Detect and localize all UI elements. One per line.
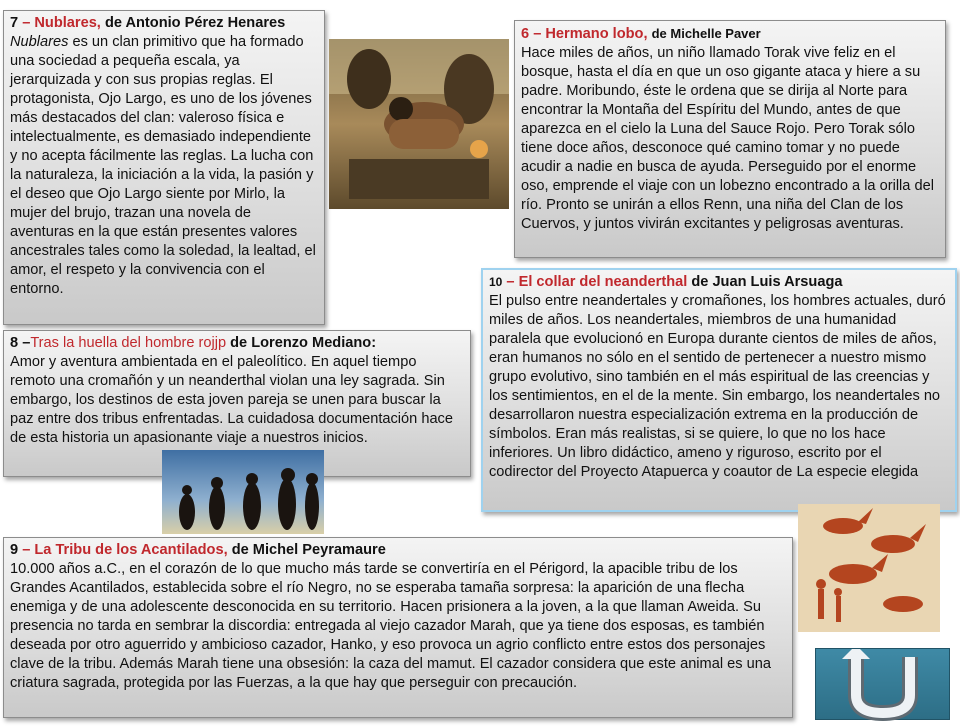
cave-painting-illustration — [798, 504, 940, 632]
book-number: 8 — [10, 335, 19, 351]
book-author: de Michelle Paver — [651, 26, 761, 41]
book-description: es un clan primitivo que ha formado una sociedad a pequeña escala, ya jerarquizada y con sus propias reglas. El protagonista, Ojo Largo, es uno de los jóvenes más destacados del clan: valeroso física e intelectualmente, es demasiado independiente y no acepta fácilmente las reglas. La lucha con la naturaleza, la iniciación a la vida, la pasión y el deseo que Ojo Largo siente por Mirlo, la mujer del brujo, trazan una novela de aventuras en la que están presentes valores ancestrales tales como la soledad, la lealtad, el amor, el respeto y la convivencia con el entorno. — [10, 34, 316, 297]
return-button[interactable] — [815, 648, 950, 720]
book-title[interactable]: Tras la huella del hombre rojjp — [30, 335, 227, 351]
book-author: de Lorenzo Mediano: — [230, 335, 377, 351]
book-card-hombre-rojo: 8 –Tras la huella del hombre rojjp de Lorenzo Mediano: Amor y aventura ambientada en el paleolítico. En aquel tiempo remoto una cromañón y un neanderthal violan una ley sagrada. Sin embargo, los destinos de esta joven pareja se unen para buscar la paz entre dos tribus enfrentadas. La cuidadosa documentación hace de esta historia un apasionante viaje a nuestros inicios. — [3, 330, 471, 477]
book-card-nublares: 7 – Nublares, de Antonio Pérez Henares Nublares es un clan primitivo que ha formado una sociedad a pequeña escala, ya jerarquizada y con sus propias reglas. El protagonista, Ojo Largo, es uno de los jóvenes más destacados del clan: valeroso física e intelectualmente, es demasiado independiente y no acepta fácilmente las reglas. La lucha con la naturaleza, la iniciación a la vida, la pasión y el deseo que Ojo Largo siente por Mirlo, la mujer del brujo, trazan una novela de aventuras en la que están presentes valores ancestrales tales como la soledad, la lealtad, el amor, el respeto y la convivencia con el entorno. — [3, 10, 325, 325]
cave-clan-illustration — [329, 39, 509, 209]
book-description: El pulso entre neandertales y cromañones, los hombres actuales, duró miles de años. Los neandertales, miembros de una humanidad paralela que evolucionó en Europa durante cientos de miles de años, eran humanos no sólo en el sentido de pertenecer a nuestro mismo grupo evolutivo, sino también en el más espiritual de las creencias y los sentimientos, en el de la mente. Sin embargo, los neandertales no desarrollaron nuestra especialización extrema en la producción de símbolos. Eran más realistas, si se quiere, lo que no los hace inferiores. Un libro didáctico, ameno y riguroso, escrito por el codirector del Proyecto Atapuerca y coautor de La especie elegida — [489, 293, 946, 480]
book-author: de Michel Peyramaure — [231, 542, 386, 558]
book-title[interactable]: El collar del neanderthal — [518, 274, 688, 290]
book-author: de Antonio Pérez Henares — [104, 15, 286, 31]
book-number: 9 — [10, 542, 19, 558]
book-description: 10.000 años a.C., en el corazón de lo que mucho más tarde se convertiría en el Périgord, la apacible tribu de los Grandes Acantilados, establecida sobre el río Negro, no se esperaba tamaña sorpresa: la aparición de una flecha enemiga y de una adolescente desconocida en su territorio. Hacen prisionera a la joven, a la que llaman Aweida. Su presencia no tarda en sembrar la discordia: entregada al viejo cazador Marah, que ya tiene dos esposas, es también deseada por otro aguerrido y ambicioso cazador, Hanko, y eso provoca un agrio conflicto entre estos dos personajes clave de la tribu. Además Marah tiene una obsesión: la caza del mamut. El cazador considera que este animal es una criatura sagrada, protegida por las Fuerzas, a la que hay que perseguir con precaución. — [10, 561, 771, 691]
book-card-tribu-acantilados: 9 – La Tribu de los Acantilados, de Michel Peyramaure 10.000 años a.C., en el corazón de lo que mucho más tarde se convertiría en el Périgord, la apacible tribu de los Grandes Acantilados, establecida sobre el río Negro, no se esperaba tamaña sorpresa: la aparición de una flecha enemiga y de una adolescente desconocida en su territorio. Hacen prisionera a la joven, a la que llaman Aweida. Su presencia no tarda en sembrar la discordia: entregada al viejo cazador Marah, que ya tiene dos esposas, es también deseada por otro aguerrido y ambicioso cazador, Hanko, y eso provoca un agrio conflicto entre estos dos personajes clave de la tribu. Además Marah tiene una obsesión: la caza del mamut. El cazador considera que este animal es una criatura sagrada, protegida por las Fuerzas, a la que hay que perseguir con precaución. — [3, 537, 793, 718]
book-card-hermano-lobo: 6 – Hermano lobo, de Michelle Paver Hace miles de años, un niño llamado Torak vive feliz en el bosque, hasta el día en que un oso gigante ataca y hiere a su padre. Moribundo, éste le ordena que se dirija al Norte para encontrar la Montaña del Espíritu del Mundo, antes de que aparezca en el cielo la Luna del Sauce Rojo. Pero Torak sólo tiene doce años, desconoce qué camino tomar y no puede acudir a nadie en busca de ayuda. Perseguido por el enorme oso, emprende el viaje con un lobezno encontrado a la orilla del río. Pronto se unirán a ellos Renn, una niña del Clan de los Cuervos, y juntos vivirán excitantes y peligrosas aventuras. — [514, 20, 946, 258]
book-number: 7 — [10, 15, 19, 31]
book-description: Hace miles de años, un niño llamado Torak vive feliz en el bosque, hasta el día en que un oso gigante ataca y hiere a su padre. Moribundo, éste le ordena que se dirija al Norte para encontrar la Montaña del Espíritu del Mundo, antes de que aparezca en el cielo la Luna del Sauce Rojo. Pero Torak sólo tiene doce años, desconoce qué camino tomar y no puede acudir a nadie en busca de ayuda. Perseguido por el enorme oso, emprende el viaje con un lobezno encontrado a la orilla del río. Pronto se unirán a ellos Renn, una niña del Clan de los Cuervos, y juntos vivirán excitantes y peligrosas aventuras. — [521, 45, 934, 232]
u-turn-arrow-icon — [816, 649, 951, 721]
book-title-italic: Nublares — [10, 34, 69, 50]
book-title[interactable]: Nublares, — [34, 15, 101, 31]
book-title[interactable]: La Tribu de los Acantilados, — [34, 542, 228, 558]
book-description: Amor y aventura ambientada en el paleolítico. En aquel tiempo remoto una cromañón y un neanderthal violan una ley sagrada. Sin embargo, los destinos de esta joven pareja se unen para buscar la paz entre dos tribus enfrentadas. La cuidadosa documentación hace de esta historia un apasionante viaje a nuestros inicios. — [10, 354, 453, 446]
book-card-collar-neanderthal: 10 – El collar del neanderthal de Juan Luis Arsuaga El pulso entre neandertales y cromañones, los hombres actuales, duró miles de años. Los neandertales, miembros de una humanidad paralela que evolucionó en Europa durante cientos de miles de años, eran humanos no sólo en el sentido de pertenecer a nuestro mismo grupo evolutivo, sino también en el más espiritual de las creencias y los sentimientos, en el de la mente. Sin embargo, los neandertales no desarrollaron nuestra especialización extrema en la producción de símbolos. Eran más realistas, si se quiere, lo que no los hace inferiores. Un libro didáctico, ameno y riguroso, escrito por el codirector del Proyecto Atapuerca y coautor de La especie elegida — [481, 268, 957, 512]
book-number: 10 — [489, 275, 503, 289]
book-number: 6 — [521, 26, 530, 42]
book-author: de Juan Luis Arsuaga — [691, 274, 843, 290]
book-title[interactable]: Hermano lobo, — [545, 26, 648, 42]
hominid-silhouettes-illustration — [162, 450, 324, 534]
